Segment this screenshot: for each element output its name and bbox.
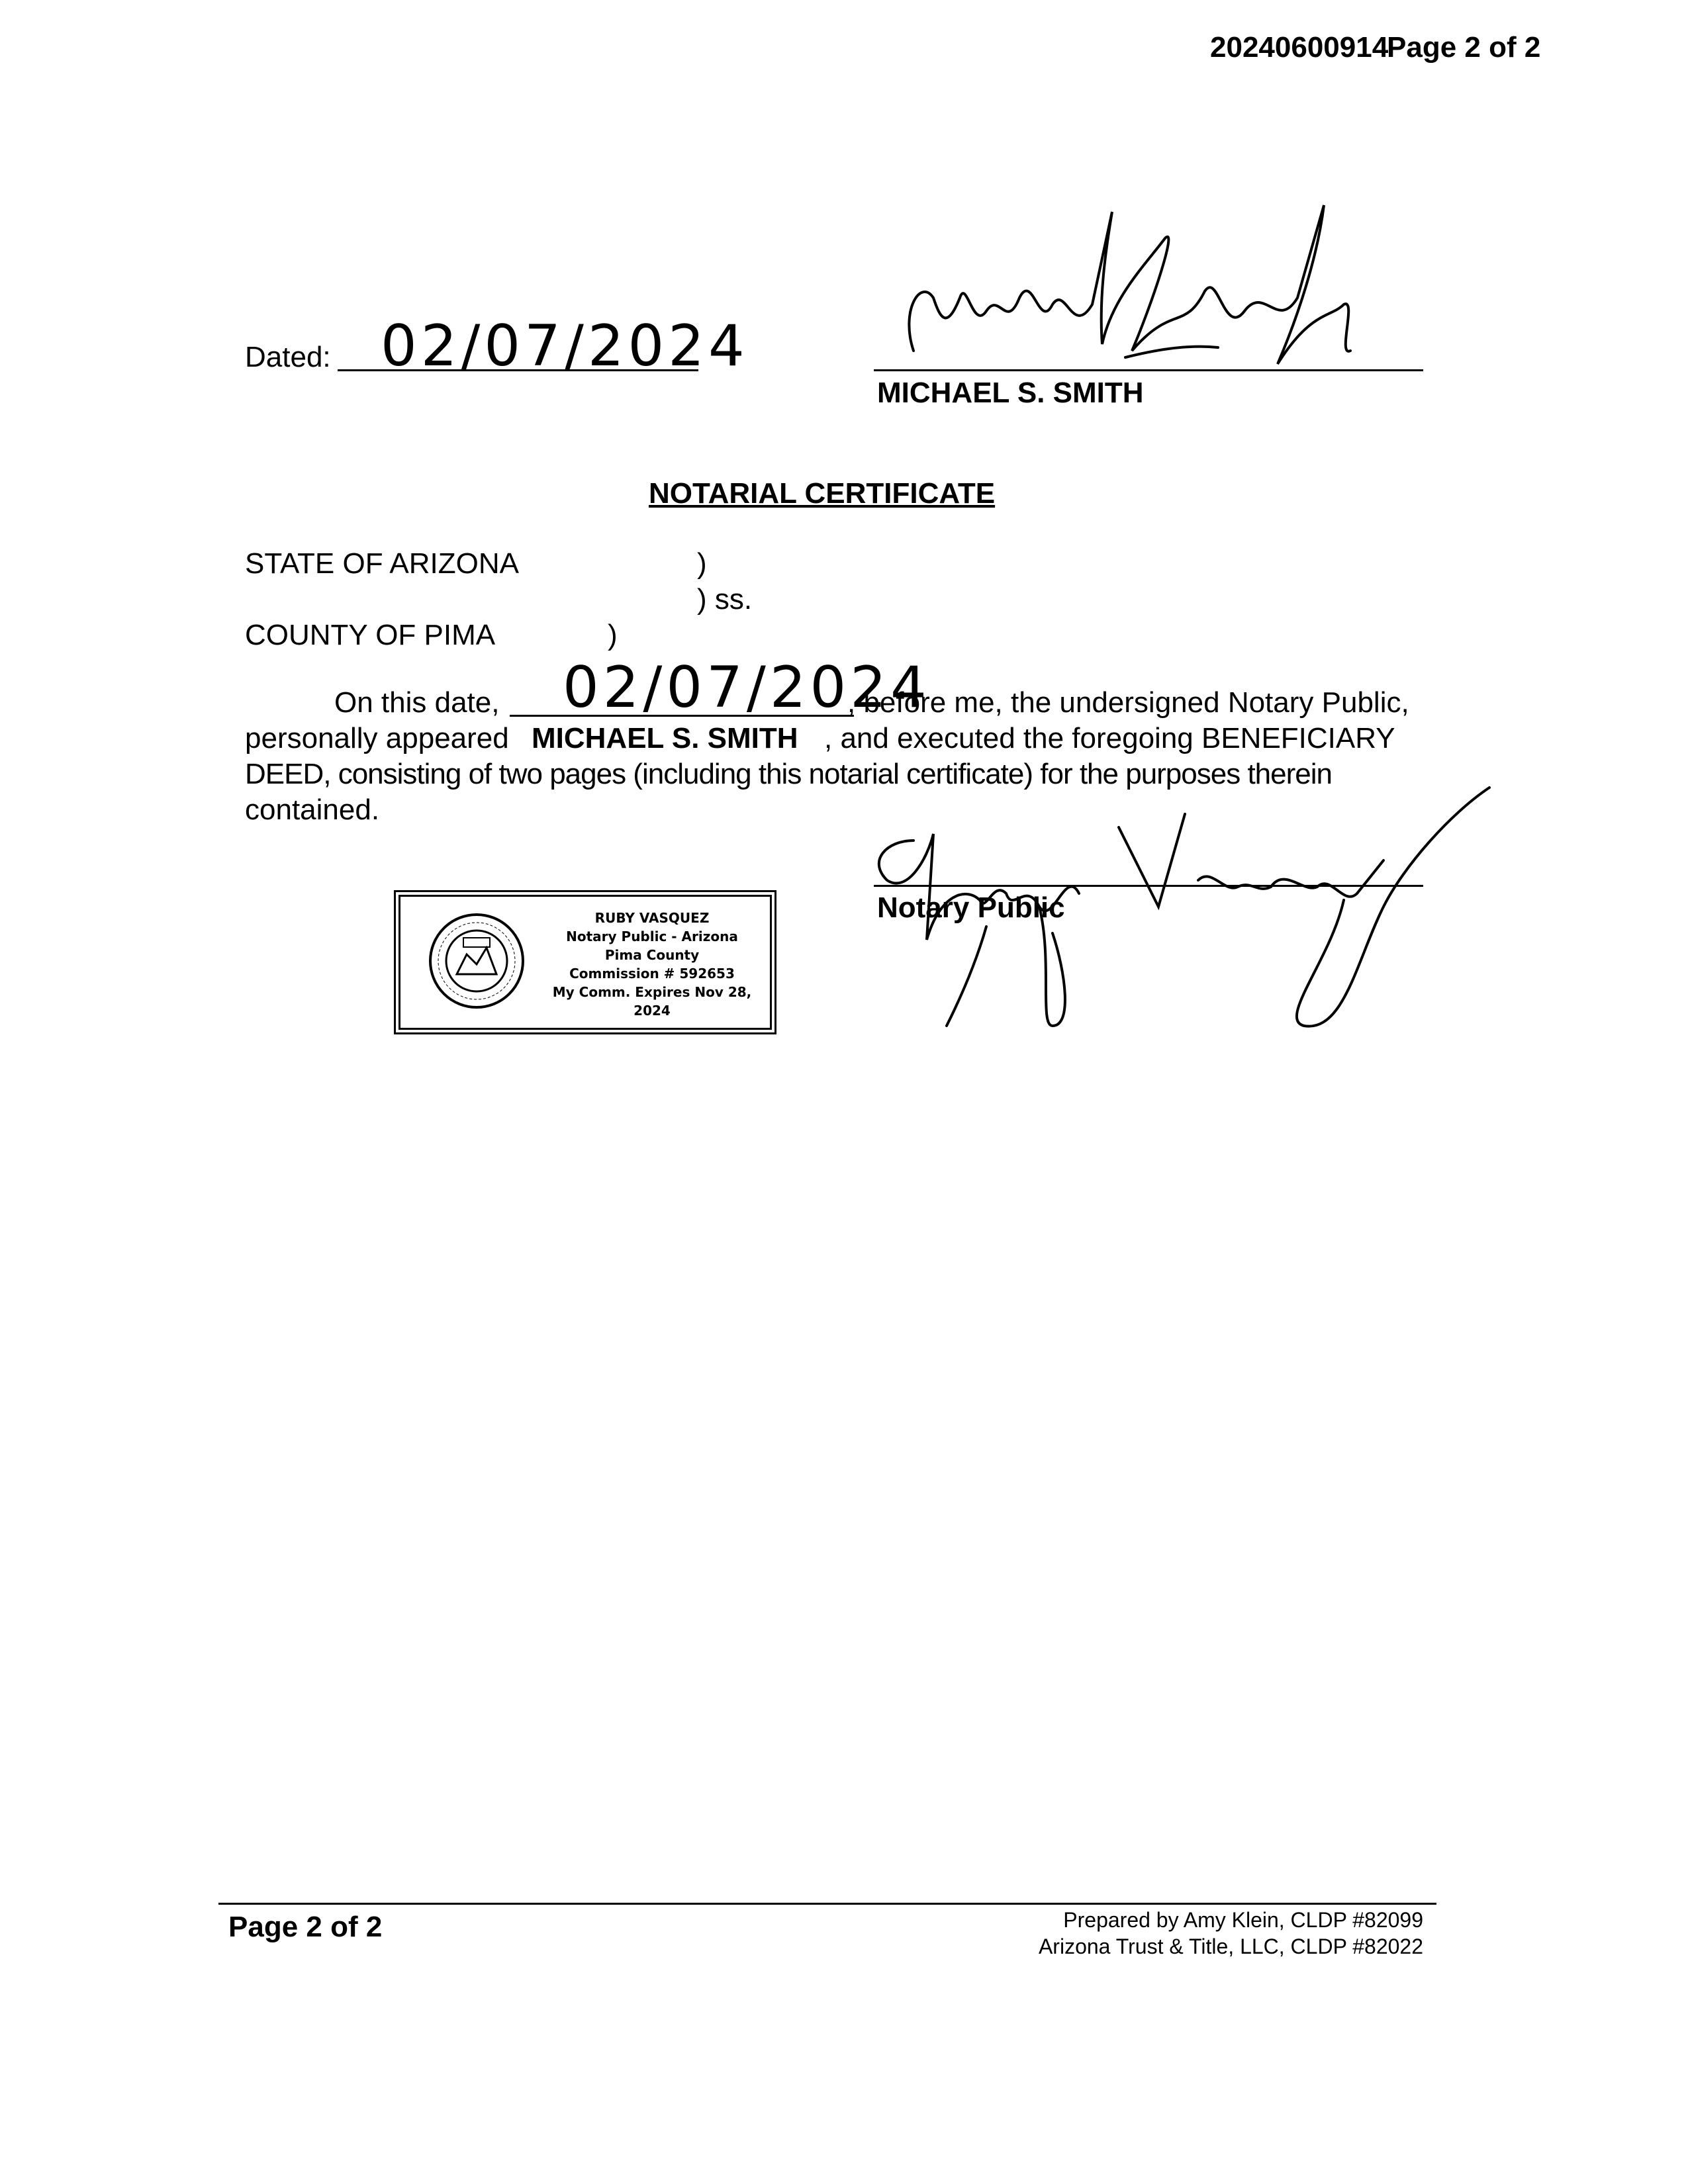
footer-company: Arizona Trust & Title, LLC, CLDP #82022 (1038, 1934, 1423, 1958)
cert-line-4: contained. (245, 794, 380, 826)
notary-public-label: Notary Public (877, 891, 1065, 924)
michael-smith-signature (874, 199, 1403, 377)
cert-line-2-executed: , and executed the foregoing BENEFICIARY (824, 722, 1395, 754)
county-line: COUNTY OF PIMA (245, 619, 496, 651)
cert-line-1-intro: On this date, (334, 686, 500, 719)
state-line: STATE OF ARIZONA (245, 547, 519, 580)
footer-page-current: 2 (306, 1911, 322, 1943)
stamp-commission: Commission # 592653 (569, 966, 735, 981)
footer-rule (218, 1903, 1436, 1905)
cert-line-2-name: MICHAEL S. SMITH (532, 722, 798, 754)
state-paren: ) (697, 547, 707, 580)
footer-page-number (228, 1913, 382, 1942)
cert-handwritten-date: 02/07/2024 (563, 655, 931, 721)
footer-prepared-by: Prepared by Amy Klein, CLDP #82099 (1063, 1908, 1423, 1932)
cert-line-1-before-me: , before me, the undersigned Notary Public, (847, 686, 1409, 719)
document-number: 20240600914 (1210, 31, 1389, 64)
notary-stamp (394, 890, 776, 1034)
stamp-county: Pima County (604, 947, 700, 963)
stamp-name: RUBY VASQUEZ (594, 910, 710, 926)
footer-page-suffix: of 2 (322, 1911, 383, 1943)
stamp-title: Notary Public - Arizona (566, 929, 738, 944)
ss-line: ) ss. (697, 583, 753, 615)
page-indicator: Page 2 of 2 (1387, 31, 1541, 64)
footer-page-prefix: Page (228, 1911, 306, 1943)
arizona-seal-icon (427, 911, 526, 1011)
certificate-title: NOTARIAL CERTIFICATE (649, 477, 996, 510)
cert-line-2-personally: personally appeared (245, 722, 509, 754)
county-paren: ) (608, 619, 618, 651)
signer-signature-line (874, 369, 1423, 371)
cert-line-3: DEED, consisting of two pages (including this notarial certificate) for the purposes therein (245, 758, 1332, 790)
signer-name: MICHAEL S. SMITH (877, 377, 1144, 409)
notary-signature-line (874, 885, 1423, 887)
dated-label: Dated: (245, 341, 331, 373)
stamp-expires: My Comm. Expires Nov 28, 2024 (552, 984, 752, 1019)
dated-handwritten-date: 02/07/2024 (381, 313, 749, 379)
